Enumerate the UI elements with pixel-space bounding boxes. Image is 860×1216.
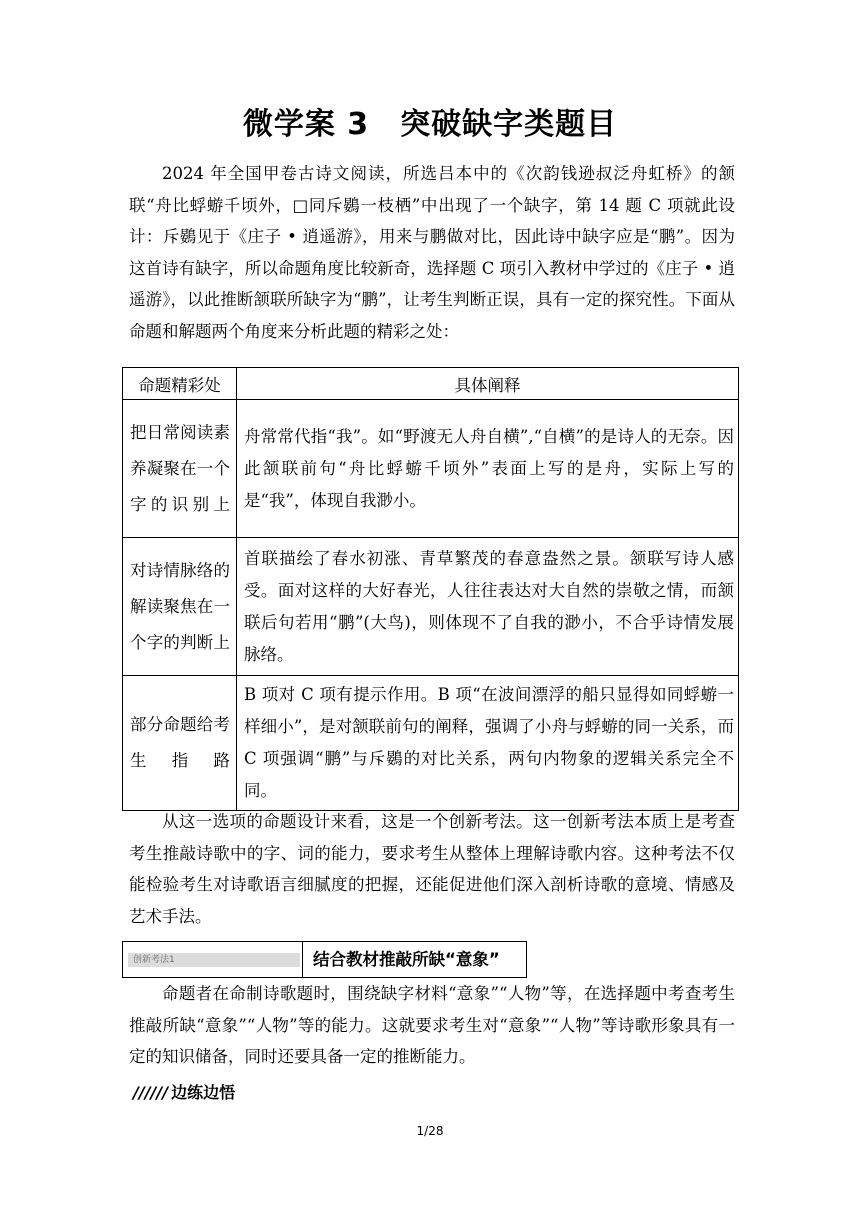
- practice-heading: [133, 1080, 235, 1106]
- section-paragraph: 命题者在命制诗歌题时，围绕缺字材料“意象”“人物”等，在选择题中考查考生推敲所缺“意象”“人物”等的能力。这就要求考生对“意象”“人物”等诗歌形象具有一定的知识储备，同时还要具备一定的推断能力。: [129, 984, 735, 1067]
- slash-decoration: //////: [133, 1083, 169, 1102]
- practice-label: 边练边悟: [171, 1083, 236, 1102]
- description-cell: B 项对 C 项有提示作用。B 项“在波间漂浮的船只显得如同蜉蝣一样细小”，是对颔联前句的阐释，强调了小舟与蜉蝣的同一关系，而 C 项强调“鹏”与斥鷃的对比关系，两句内物象的逻辑关系完全不同。: [237, 676, 739, 811]
- category-cell: 把日常阅读素养凝聚在一个字的识别上: [123, 400, 237, 538]
- table-row: [123, 400, 739, 538]
- description-cell: 舟常常代指“我”。如“野渡无人舟自横”,“自横”的是诗人的无奈。因此颔联前句“舟比蜉蝣千顷外”表面上写的是舟，实际上写的是“我”，体现自我渺小。: [237, 400, 739, 538]
- description-cell: 首联描绘了春水初涨、青草繁茂的春意盎然之景。颔联写诗人感受。面对这样的大好春光，人往往表达对大自然的崇敬之情，而颔联后句若用“鹏”(大鸟)，则体现不了自我的渺小，不合乎诗情发展脉络。: [237, 538, 739, 676]
- method-divider: [302, 942, 303, 977]
- analysis-paragraph: 从这一选项的命题设计来看，这是一个创新考法。这一创新考法本质上是考查考生推敲诗歌中的字、词的能力，要求考生从整体上理解诗歌内容。这种考法不仅能检验考生对诗歌语言细腻度的把握，还能促进他们深入剖析诗歌的意境、情感及艺术手法。: [129, 812, 735, 926]
- table-header-cell: 命题精彩处: [123, 368, 237, 400]
- method-tag: 创新考法1: [128, 953, 300, 967]
- intro-paragraph: 2024 年全国甲卷古诗文阅读，所选吕本中的《次韵钱逊叔泛舟虹桥》的颔联“舟比蜉蝣千顷外，□同斥鷃一枝栖”中出现了一个缺字，第 14 题 C 项就此设计：斥鷃见于《庄子 • 逍遥游》，用来与鹏做对比，因此诗中缺字应是“鹏”。因为这首诗有缺字，所以命题角度比较新奇，选择题 C 项引入教材中学过的《庄子 • 逍遥游》，以此推断颔联所缺字为“鹏”，让考生判断正误，具有一定的探究性。下面从命题和解题两个角度来分析此题的精彩之处：: [129, 164, 735, 341]
- page-number: 1/28: [416, 1124, 444, 1138]
- table-row: [123, 676, 739, 811]
- table-header-cell: 具体阐释: [237, 368, 739, 400]
- method-banner: [122, 941, 527, 978]
- analysis-table: [122, 367, 739, 811]
- method-title: 结合教材推敲所缺“意象”: [313, 950, 500, 969]
- table-header-row: [123, 368, 739, 400]
- category-cell: 部分命题给考生指路: [123, 676, 237, 811]
- category-cell: 对诗情脉络的解读聚焦在一个字的判断上: [123, 538, 237, 676]
- table-row: [123, 538, 739, 676]
- page-title: 微学案 3 突破缺字类题目: [242, 107, 618, 142]
